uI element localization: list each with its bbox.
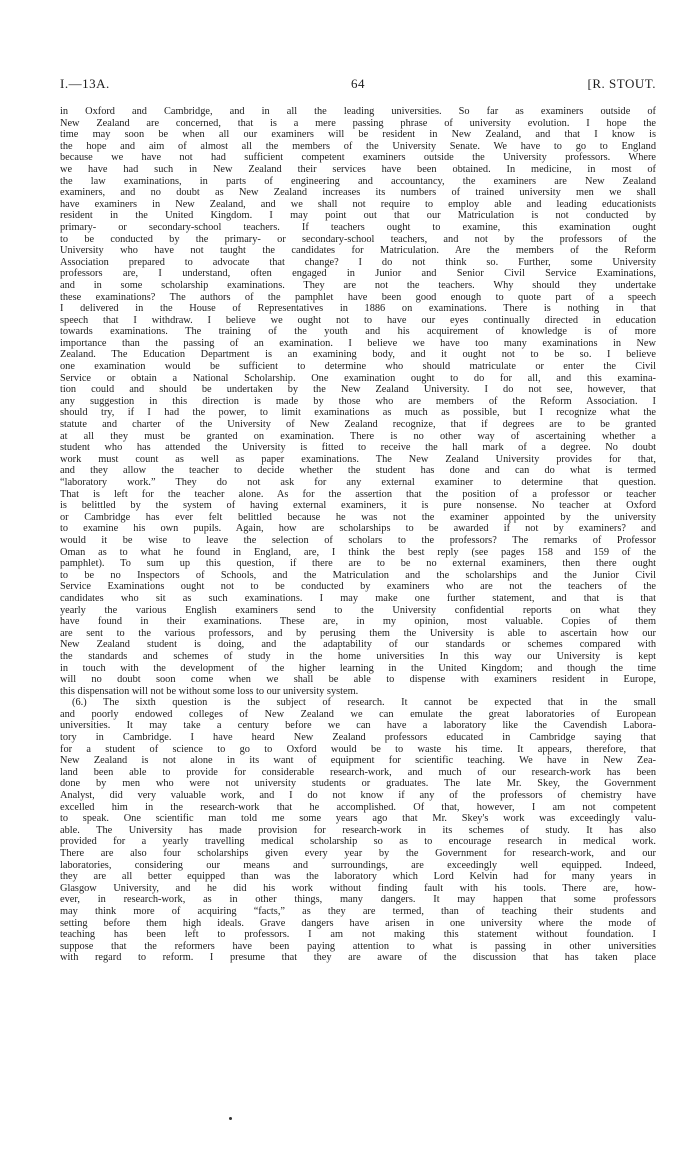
text-line: speech that I withdraw. I believe we ought not to have our eyes continually directed in education [60, 314, 656, 326]
text-line: should try, if I had the power, to limit examinations as much as possible, but I recognize what the [60, 407, 656, 419]
page-number: 64 [351, 76, 365, 91]
text-line: statute and charter of the University of New Zealand recognize, that if degrees are to be granted [60, 419, 656, 431]
text-line: Association prepared to advocate that change? I do not think so. Further, some University [60, 256, 656, 268]
text-line: student who has attended the University is fitted to receive the hall mark of a degree. No doubt [60, 442, 656, 454]
text-line: with regard to reform. I presume that they are aware of the discussion that has taken place [60, 952, 656, 964]
text-line: pamphlet). To sum up this question, if there are to be no external examiners, then there ought [60, 558, 656, 570]
text-line: professors are, I understand, often engaged in Junior and Senior Civil Service Examinations, [60, 268, 656, 280]
text-line: these examinations? The authors of the pamphlet have been good enough to quote part of a speech [60, 291, 656, 303]
text-line: setting before them high ideals. Grave dangers have arisen in one university where the mode of [60, 917, 656, 929]
text-line: have examiners in New Zealand, and we shall not require to employ able and leading educationists [60, 198, 656, 210]
text-line: in Oxford and Cambridge, and in all the leading universities. So far as examiners outside of [60, 106, 656, 117]
text-line: universities. It may take a century before we can have a laboratory like the Cavendish Labora- [60, 720, 656, 732]
text-line: able. The University has made provision for research-work in its schemes of study. It has also [60, 824, 656, 836]
text-line: New Zealand is not alone in its want of equipment for scientific teaching. We have in New Zea- [60, 755, 656, 767]
text-line: we have had such in New Zealand their services have been obtained. In medicine, in most of [60, 163, 656, 175]
text-line: Service or obtain a National Scholarship. One examination ought to do for all, and this examina- [60, 372, 656, 384]
text-line: the law examinations, in parts of engineering and accountancy, the examiners are New Zealand [60, 175, 656, 187]
text-line: I delivered in the House of Representatives in 1886 on examinations. There is nothing in that [60, 303, 656, 315]
text-line: tion could and should be undertaken by the New Zealand University. I do not see, however, that [60, 384, 656, 396]
text-line: the standards and schemes of study in the home universities In this way our University is kept [60, 650, 656, 662]
text-line: (6.) The sixth question is the subject of research. It cannot be expected that in the small [72, 697, 656, 709]
text-line: excelled him in the research-work that he accomplished. Of that, however, I am not competent [60, 801, 656, 813]
text-line: or Cambridge has ever felt belittled because he was not the examiner appointed by the university [60, 511, 656, 523]
text-line: “laboratory work.” They do not ask for any external examiner to determine that question. [60, 477, 656, 488]
text-line: the hope and aim of almost all the members of the University Senate. We have to go to England [60, 140, 656, 152]
print-speck [229, 1117, 232, 1120]
text-line: suppose that the reformers have been paying attention to what is passing in other universities [60, 940, 656, 952]
text-line: done by men who were not university students or graduates. The late Mr. Skey, the Government [60, 778, 656, 790]
text-line: and poorly endowed colleges of New Zealand we can emulate the great laboratories of European [60, 708, 656, 720]
text-line: at all they must be granted on examination. There is no other way of ascertaining whether a [60, 430, 656, 442]
text-line: to be conducted by the primary- or secondary-school teachers, and not by the professors of the [60, 233, 656, 245]
text-line: would it be wise to leave the selection of scholars to the professors? The remarks of Professor [60, 534, 656, 546]
text-line: Zealand. The Education Department is an examining body, and it ought not to be so. I believe [60, 349, 656, 361]
page-header [60, 76, 656, 96]
text-line: they are all better equipped than was the laboratory which Lord Kelvin had for many years in [60, 871, 656, 883]
text-line: primary- or secondary-school teachers. If teachers ought to examine, this examination ought [60, 221, 656, 233]
speaker-name: [R. STOUT. [587, 76, 656, 91]
text-line: and they allow the teacher to decide whether the student has done and can do what is termed [60, 465, 656, 477]
text-line: this dispensation will not be without some loss to our university system. [60, 685, 359, 697]
text-line: and in some scholarship examinations. They are not the teachers. Why should they undertake [60, 279, 656, 291]
text-line: resident in the United Kingdom. I may point out that our Matriculation is not conducted by [60, 210, 656, 222]
text-line: examiners, and no doubt as New Zealand increases its numbers of trained university men we shall [60, 187, 656, 199]
text-line: candidates who sit as such examinations. I may make one further statement, and that is that [60, 592, 656, 604]
text-line: work must count as well as paper examinations. The New Zealand University provides for that, [60, 453, 656, 465]
text-line: New Zealand are concerned, that is a mere passing phrase of university evolution. I hope the [60, 117, 656, 129]
text-line: land been able to provide for considerable research-work, and much of our research-work has been [60, 766, 656, 778]
text-line: is belittled by the system of having external examiners, it is pure nonsense. No teacher at Oxford [60, 500, 656, 512]
text-line: teaching has been left to professors. I am not making this statement without foundation. I [60, 929, 656, 941]
text-line: tory in Cambridge. I have heard New Zealand professors educated in Cambridge saying that [60, 732, 656, 744]
body-text [60, 106, 656, 964]
text-line: may think more of acquiring “facts,” as they are termed, than of teaching their students and [60, 905, 656, 917]
text-line: time may soon be when all our examiners will be resident in New Zealand, and that I know is [60, 129, 656, 141]
text-line: one examination would be sufficient to determine who should matriculate or enter the Civil [60, 361, 656, 373]
text-line: any suggestion in this direction is made by those who are members of the Reform Association. I [60, 395, 656, 407]
text-line: Glasgow University, and he did his work without finding fault with his tools. There are, how- [60, 882, 656, 894]
text-line: for a student of science to go to Oxford would be to waste his time. It appears, therefore, that [60, 743, 656, 755]
text-line: to examine his own pupils. Again, how are scholarships to be awarded if not by examiners? and [60, 523, 656, 535]
text-line: have found in their examinations. These are, in my opinion, most valuable. Copies of them [60, 616, 656, 628]
text-line: Service Examinations ought not to be conducted by examiners who are not the teachers of the [60, 581, 656, 593]
text-line: Analyst, did very valuable work, and I do not know if any of the professors of chemistry have [60, 790, 656, 802]
text-line: New Zealand student is doing, and the adaptability of our standards or schemes compared with [60, 639, 656, 651]
text-line: University who have not taught the candidates for Matriculation. Are the members of the Reform [60, 245, 656, 257]
text-line: Oman as to what he found in England, are, I think the best reply (see pages 158 and 159 of the [60, 546, 656, 558]
text-line: towards examinations. The training of the youth and his acquirement of knowledge is of more [60, 326, 656, 338]
text-line: in touch with the development of the higher learning in the United Kingdom; and though the time [60, 662, 656, 674]
text-line: There are also four scholarships given every year by the Government for research-work, and our [60, 848, 656, 859]
text-line: yearly the various English examiners send to the University confidential reports on what they [60, 604, 656, 616]
text-line: will no doubt soon come when we shall be able to dispense with examiners resident in Europe, [60, 674, 656, 686]
text-line: because we have not had sufficient competent examiners outside the University professors. Where [60, 152, 656, 164]
text-line: are sent to the various professors, and by perusing them the University is able to ascertain how our [60, 627, 656, 639]
text-line: importance than the passing of an examination. I believe we have too many examinations in New [60, 337, 656, 349]
text-line: ever, in research-work, as in other things, many dangers. It may happen that some professors [60, 894, 656, 906]
text-line: to be no Inspectors of Schools, and the Matriculation and the scholarships and the Junior Civil [60, 569, 656, 581]
text-line: to speak. One scientific man told me some years ago that Mr. Skey's work was exceedingly valu- [60, 813, 656, 825]
text-line: That is left for the teacher alone. As for the assertion that the position of a professor or teacher [60, 488, 656, 500]
paper-reference: I.—13A. [60, 76, 110, 91]
text-line: laboratories, considering our means and surroundings, are exceedingly well equipped. Indeed, [60, 859, 656, 871]
text-line: provided for a yearly travelling medical scholarship so as to encourage research in medical work. [60, 836, 656, 848]
